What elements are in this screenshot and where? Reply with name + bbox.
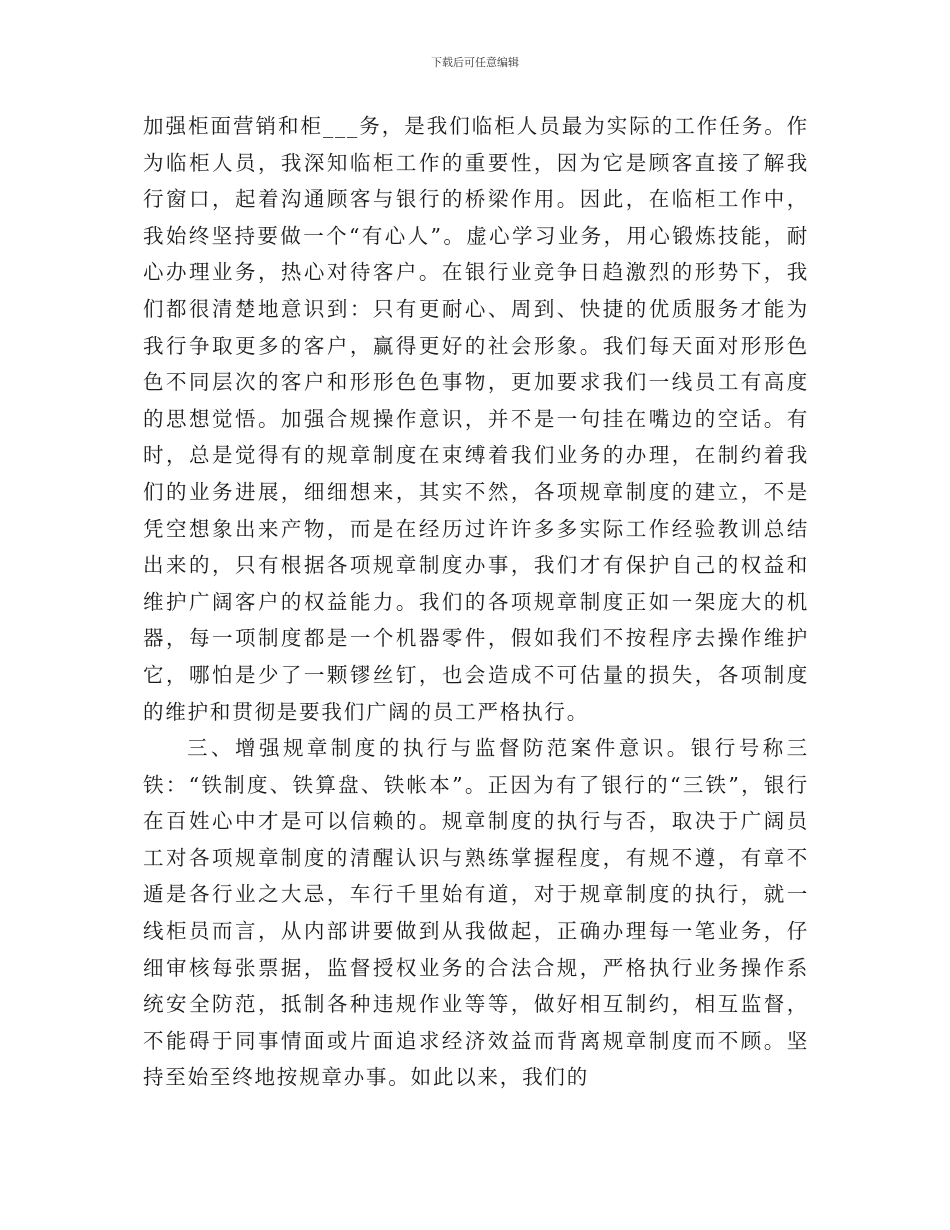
document-body: [143, 108, 809, 1096]
paragraph-regulation-enforcement: 三、增强规章制度的执行与监督防范案件意识。银行号称三铁：“铁制度、铁算盘、铁帐本”。正因为有了银行的“三铁”，银行在百姓心中才是可以信赖的。规章制度的执行与否，取决于广阔员工对各项规章制度的清醒认识与熟练掌握程度，有规不遵，有章不遁是各行业之大忌，车行千里始有道，对于规章制度的执行，就一线柜员而言，从内部讲要做到从我做起，正确办理每一笔业务，仔细审核每张票据，监督授权业务的合法合规，严格执行业务操作系统安全防范，抵制各种违规作业等等，做好相互制约，相互监督，不能碍于同事情面或片面追求经济效益而背离规章制度而不顾。坚持至始至终地按规章办事。如此以来，我们的: [143, 736, 809, 1090]
paragraph-counter-service: 加强柜面营销和柜___务，是我们临柜人员最为实际的工作任务。作为临柜人员，我深知临柜工作的重要性，因为它是顾客直接了解我行窗口，起着沟通顾客与银行的桥梁作用。因此，在临柜工作中，我始终坚持要做一个“有心人”。虚心学习业务，用心锻炼技能，耐心办理业务，热心对待客户。在银行业竞争日趋激烈的形势下，我们都很清楚地意识到：只有更耐心、周到、快捷的优质服务才能为我行争取更多的客户，赢得更好的社会形象。我们每天面对形形色色不同层次的客户和形形色色事物，更加要求我们一线员工有高度的思想觉悟。加强合规操作意识，并不是一句挂在嘴边的空话。有时，总是觉得有的规章制度在束缚着我们业务的办理，在制约着我们的业务进展，细细想来，其实不然，各项规章制度的建立，不是凭空想象出来产物，而是在经历过许许多多实际工作经验教训总结出来的，只有根据各项规章制度办事，我们才有保护自己的权益和维护广阔客户的权益能力。我们的各项规章制度正如一架庞大的机器，每一项制度都是一个机器零件，假如我们不按程序去操作维护它，哪怕是少了一颗镠丝钉，也会造成不可估量的损失，各项制度的维护和贯彻是要我们广阔的员工严格执行。: [143, 114, 809, 724]
page-header: 下载后可任意编辑: [431, 56, 519, 69]
